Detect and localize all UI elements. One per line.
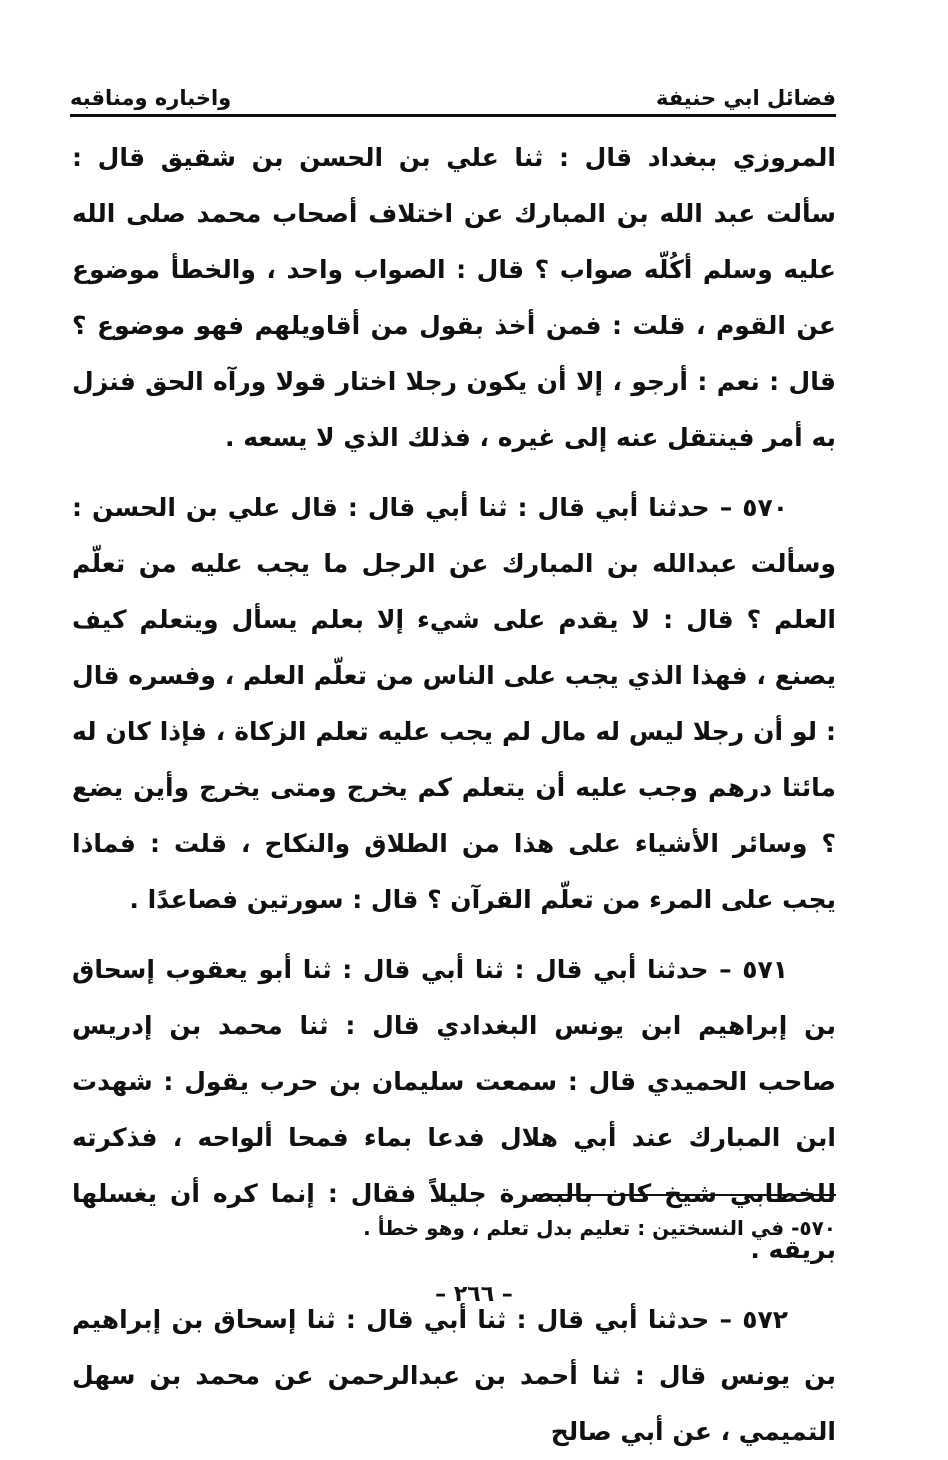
main-text	[72, 130, 836, 1460]
footnote-divider	[536, 1194, 836, 1196]
paragraph-570: ٥٧٠ – حدثنا أبي قال : ثنا أبي قال : قال علي بن الحسن : وسألت عبدالله بن المبارك عن الرجل ما يجب عليه من تعلّم العلم ؟ قال : لا يقدم على شيء إلا بعلم يسأل ويتعلم كيف يصنع ، فهذا الذي يجب على الناس من تعلّم العلم ، وفسره قال : لو أن رجلا ليس له مال لم يجب عليه تعلم الزكاة ، فإذا كان له مائتا درهم وجب عليه أن يتعلم كم يخرج ومتى يخرج وأين يضع ؟ وسائر الأشياء على هذا من الطلاق والنكاح ، قلت : فماذا يجب على المرء من تعلّم القرآن ؟ قال : سورتين فصاعدًا .	[72, 493, 836, 914]
footnote: ٥٧٠- في النسختين : تعليم بدل تعلم ، وهو خطأ .	[363, 1216, 836, 1240]
header-book-title: فضائل ابي حنيفة	[655, 86, 836, 110]
header-divider	[70, 114, 836, 117]
header-section-title: واخباره ومناقبه	[70, 86, 232, 110]
page-number: – ٢٦٦ –	[435, 1282, 513, 1307]
paragraph-continuation: المروزي ببغداد قال : ثنا علي بن الحسن بن شقيق قال : سألت عبد الله بن المبارك عن اختلاف أصحاب محمد صلى الله عليه وسلم أكُلّه صواب ؟ قال : الصواب واحد ، والخطأ موضوع عن القوم ، قلت : فمن أخذ بقول من أقاويلهم فهو موضوع ؟ قال : نعم : أرجو ، إلا أن يكون رجلا اختار قولا ورآه الحق فنزل به أمر فينتقل عنه إلى غيره ، فذلك الذي لا يسعه .	[72, 143, 836, 452]
paragraph-572: ٥٧٢ – حدثنا أبي قال : ثنا أبي قال : ثنا إسحاق بن إبراهيم بن يونس قال : ثنا أحمد بن عبدالرحمن عن محمد بن سهل التميمي ، عن أبي صالح	[72, 1305, 836, 1446]
running-header	[70, 76, 836, 110]
paragraph-571: ٥٧١ – حدثنا أبي قال : ثنا أبي قال : ثنا أبو يعقوب إسحاق بن إبراهيم ابن يونس البغدادي قال : ثنا محمد بن إدريس صاحب الحميدي قال : سمعت سليمان بن حرب يقول : شهدت ابن المبارك عند أبي هلال فدعا بماء فمحا ألواحه ، فذكرته للخطابي شيخ كان بالبصرة جليلاً فقال : إنما كره أن يغسلها بريقه .	[72, 955, 836, 1264]
